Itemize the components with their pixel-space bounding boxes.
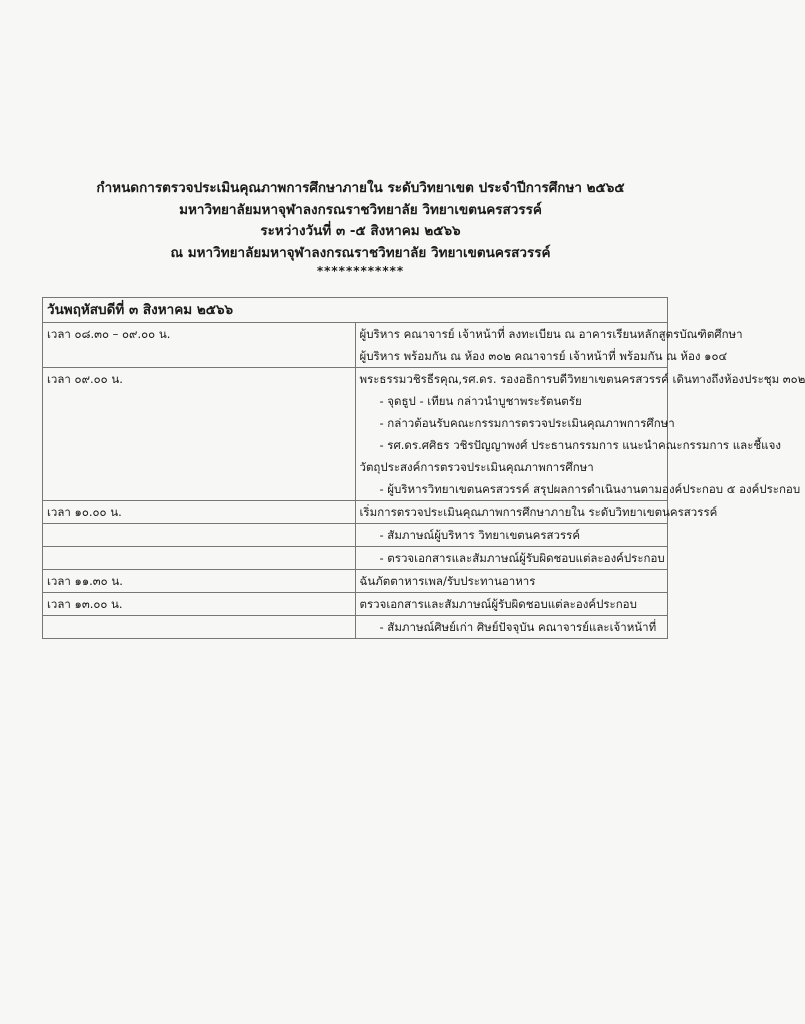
time-cell: เวลา ๑๓.๐๐ น. [43,593,356,616]
activity-line: เริ่มการตรวจประเมินคุณภาพการศึกษาภายใน ระดับวิทยาเขตนครสวรรค์ [359,505,718,519]
activity-subline: - ผู้บริหารวิทยาเขตนครสวรรค์ สรุปผลการดำเนินงานตามองค์ประกอบ ๕ องค์ประกอบ [379,482,801,496]
activity-cell [355,570,668,593]
activity-cell [355,547,668,570]
activity-subline: - สัมภาษณ์ผู้บริหาร วิทยาเขตนครสวรรค์ [379,528,581,542]
activity-cell [355,593,668,616]
heading-line-3: ระหว่างวันที่ ๓ -๕ สิงหาคม ๒๕๖๖ [260,223,461,239]
day-header: วันพฤหัสบดีที่ ๓ สิงหาคม ๒๕๖๖ [43,298,668,323]
time-cell: เวลา ๐๘.๓๐ – ๐๙.๐๐ น. [43,323,356,368]
activity-cell [355,616,668,639]
activity-line: ตรวจเอกสารและสัมภาษณ์ผู้รับผิดชอบแต่ละองค์ประกอบ [359,597,637,611]
time-cell [43,524,356,547]
activity-cell [355,524,668,547]
document-heading [0,178,721,278]
table-row [43,323,668,368]
activity-cell [355,501,718,524]
day-header-row [43,298,668,323]
activity-subline: - กล่าวต้อนรับคณะกรรมการตรวจประเมินคุณภาพการศึกษา [379,416,675,430]
activity-cell [355,323,743,368]
activity-subline: - สัมภาษณ์ศิษย์เก่า ศิษย์ปัจจุบัน คณาจารย์และเจ้าหน้าที่ [379,620,657,634]
table-row [43,547,668,570]
activity-line: วัตถุประสงค์การตรวจประเมินคุณภาพการศึกษา [359,460,594,474]
activity-subline: - ตรวจเอกสารและสัมภาษณ์ผู้รับผิดชอบแต่ละองค์ประกอบ [379,551,665,565]
activity-subline: - รศ.ดร.ศศิธร วชิรปัญญาพงศ์ ประธานกรรมการ แนะนำคณะกรรมการ และชี้แจง [379,438,781,452]
time-cell [43,547,356,570]
table-row [43,570,668,593]
heading-separator-stars: ************ [316,264,405,278]
heading-line-1: กำหนดการตรวจประเมินคุณภาพการศึกษาภายใน ระดับวิทยาเขต ประจำปีการศึกษา ๒๕๖๕ [96,180,625,196]
table-row [43,593,668,616]
time-cell: เวลา ๑๐.๐๐ น. [43,501,356,524]
activity-line: ผู้บริหาร พร้อมกัน ณ ห้อง ๓๐๒ คณาจารย์ เจ้าหน้าที่ พร้อมกัน ณ ห้อง ๑๐๔ [359,349,728,363]
time-cell: เวลา ๑๑.๓๐ น. [43,570,356,593]
table-row [43,616,668,639]
heading-line-2: มหาวิทยาลัยมหาจุฬาลงกรณราชวิทยาลัย วิทยาเขตนครสวรรค์ [179,201,542,218]
activity-line: ผู้บริหาร คณาจารย์ เจ้าหน้าที่ ลงทะเบียน ณ อาคารเรียนหลักสูตรบัณฑิตศึกษา [359,327,743,341]
activity-cell [355,368,805,501]
table-row [43,524,668,547]
activity-line: ฉันภัตตาหารเพล/รับประทานอาหาร [359,574,536,588]
time-cell [43,616,356,639]
table-row [43,368,668,501]
table-row [43,501,668,524]
activity-subline: - จุดธูป - เทียน กล่าวนำบูชาพระรัตนตรัย [379,394,582,408]
heading-line-4: ณ มหาวิทยาลัยมหาจุฬาลงกรณราชวิทยาลัย วิทยาเขตนครสวรรค์ [170,244,551,261]
activity-line: พระธรรมวชิรธีรคุณ,รศ.ดร. รองอธิการบดีวิทยาเขตนครสวรรค์ เดินทางถึงห้องประชุม ๓๐๒ [359,372,805,386]
time-cell: เวลา ๐๙.๐๐ น. [43,368,356,501]
schedule-table [42,297,805,639]
